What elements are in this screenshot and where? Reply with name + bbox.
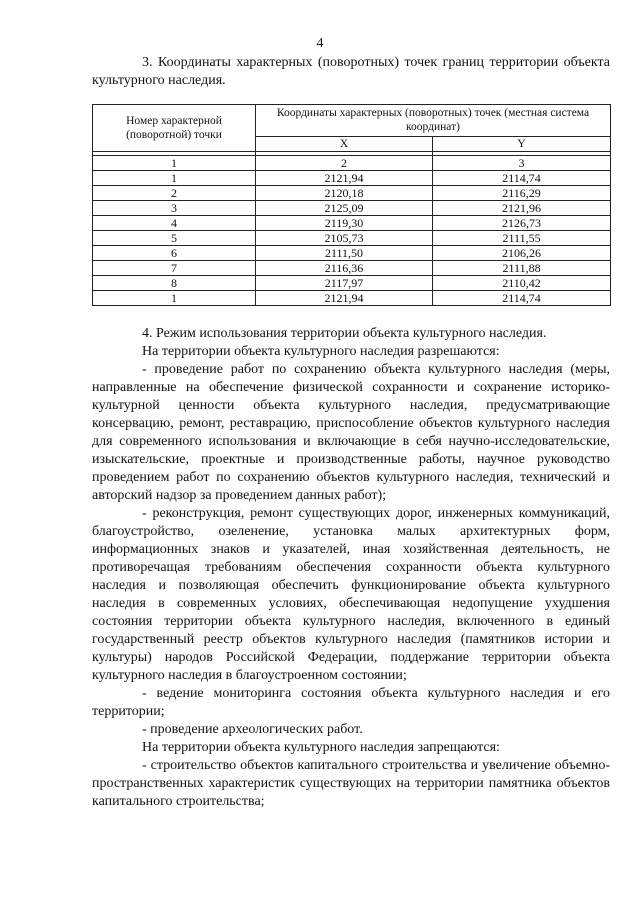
header-x: X [256, 136, 433, 151]
table-cell-y: 2116,29 [433, 186, 611, 201]
table-row [93, 171, 611, 186]
table-cell-x: 2117,97 [256, 276, 433, 291]
table-cell-y: 2126,73 [433, 216, 611, 231]
table-cell-x: 2121,94 [256, 171, 433, 186]
paragraph: На территории объекта культурного наследия разрешаются: [142, 344, 500, 359]
header-coordinates-group: Координаты характерных (поворотных) точек (местная система координат) [256, 105, 611, 137]
paragraph: - реконструкция, ремонт существующих дорог, инженерных коммуникаций, благоустройство, озеленение, установка малых архитектурных форм, информационных знаков и указателей, иная хозяйственная деятельность, не противоречащая требованиям обеспечения сохранности объекта культурного наследия и позволяющая обеспечить функционирование объекта культурного наследия в современных условиях, обеспечивающая недопущение ухудшения состояния территории объекта культурного наследия, включенного в единый государственный реестр объектов культурного наследия (памятников истории и культуры) народов Российской Федерации, поддержание территории объекта культурного наследия в благоустроенном состоянии; [92, 506, 610, 683]
table-cell-y: 2111,55 [433, 231, 611, 246]
page-number: 4 [316, 36, 324, 51]
table-header-row [93, 105, 611, 137]
header-point-number: Номер характерной (поворотной) точки [93, 105, 256, 152]
table-cell-x: 2120,18 [256, 186, 433, 201]
section-4-text [92, 325, 610, 811]
table-cell-y: 2110,42 [433, 276, 611, 291]
section-3-heading: 3. Координаты характерных (поворотных) точек границ территории объекта культурного наследия. [92, 55, 610, 88]
paragraph: - ведение мониторинга состояния объекта культурного наследия и его территории; [92, 686, 610, 719]
paragraph: - строительство объектов капитального строительства и увеличение объемно-пространственных характеристик существующих на территории памятника объектов капитального строительства; [92, 758, 610, 809]
header-y: Y [433, 136, 611, 151]
table-cell-point: 1 [93, 171, 256, 186]
table-cell-point: 8 [93, 276, 256, 291]
table-cell-point: 6 [93, 246, 256, 261]
paragraph: - проведение работ по сохранению объекта культурного наследия (меры, направленные на обеспечение физической сохранности и сохранение историко-культурной ценности объекта культурного наследия, предусматривающие консервацию, ремонт, реставрацию, приспособление объектов культурного наследия для современного использования и включающие в себя научно-исследовательские, изыскательские, проектные и производственные работы, научное руководство проведением работ по сохранению объектов культурного наследия, технический и авторский надзор за проведением данных работ); [92, 362, 610, 503]
table-row [93, 261, 611, 276]
table-cell-point: 7 [93, 261, 256, 276]
table-row [93, 186, 611, 201]
coordinates-table [92, 104, 611, 306]
table-body [93, 171, 611, 306]
table-cell-y: 2114,74 [433, 291, 611, 306]
table-row [93, 216, 611, 231]
table-cell-y: 2121,96 [433, 201, 611, 216]
section-4-heading: 4. Режим использования территории объекта культурного наследия. [142, 326, 547, 341]
table-cell-point: 2 [93, 186, 256, 201]
column-number-3: 3 [433, 156, 611, 171]
table-cell-x: 2111,50 [256, 246, 433, 261]
column-number-1: 1 [93, 156, 256, 171]
paragraph: На территории объекта культурного наследия запрещаются: [142, 740, 500, 755]
table-cell-point: 5 [93, 231, 256, 246]
table-cell-point: 3 [93, 201, 256, 216]
table-row [93, 276, 611, 291]
table-cell-point: 1 [93, 291, 256, 306]
table-cell-x: 2121,94 [256, 291, 433, 306]
column-number-2: 2 [256, 156, 433, 171]
table-cell-y: 2106,26 [433, 246, 611, 261]
table-cell-y: 2111,88 [433, 261, 611, 276]
table-cell-x: 2125,09 [256, 201, 433, 216]
table-cell-y: 2114,74 [433, 171, 611, 186]
paragraph: - проведение археологических работ. [142, 722, 363, 737]
table-cell-x: 2105,73 [256, 231, 433, 246]
table-column-numbers [93, 156, 611, 171]
table-cell-x: 2119,30 [256, 216, 433, 231]
table-cell-point: 4 [93, 216, 256, 231]
table-row [93, 201, 611, 216]
table-row [93, 231, 611, 246]
table-cell-x: 2116,36 [256, 261, 433, 276]
table-row [93, 291, 611, 306]
table-row [93, 246, 611, 261]
